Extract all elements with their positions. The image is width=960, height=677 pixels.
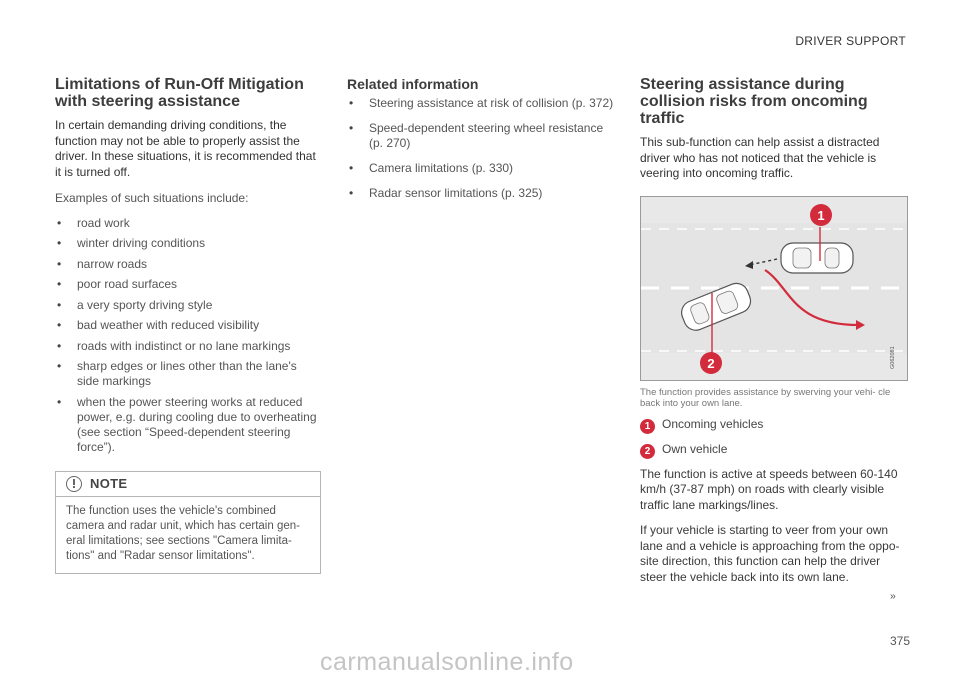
number-badge: 2 <box>640 444 655 459</box>
number-badge: 1 <box>640 419 655 434</box>
examples-label: Examples of such situations include: <box>55 191 249 205</box>
veer-paragraph: If your vehicle is starting to veer from your own lane and a vehicle is approaching from the oppo- site direction, this function can help the driver steer the vehicle back into its own lane. <box>640 523 900 584</box>
note-header <box>56 472 320 497</box>
oncoming-car <box>781 243 853 273</box>
related-link[interactable]: • Radar sensor limitations (p. 325) <box>349 186 543 200</box>
illustration-lane-swerve <box>640 196 908 381</box>
examples-list <box>55 216 321 455</box>
list-item: • roads with indistinct or no lane markings <box>57 338 291 353</box>
legend-label: Oncoming vehicles <box>662 416 764 431</box>
badge-2: 2 <box>707 355 715 371</box>
section-title: Steering assistance during collision risks from oncoming traffic <box>640 76 868 127</box>
list-item: • bad weather with reduced visibility <box>57 318 260 332</box>
section-title: Limitations of Run-Off Mitigation with steering assistance <box>55 76 304 110</box>
watermark: carmanualsonline.info <box>320 648 574 676</box>
related-link[interactable]: • Speed-dependent steering wheel resistance (p. 270) <box>349 121 604 150</box>
column-oncoming-traffic <box>640 76 908 585</box>
figure-caption: The function provides assistance by swerving your vehi- cle back into your own lane. <box>640 386 891 409</box>
figure-legend <box>640 417 908 459</box>
next-page-chevrons[interactable]: ›› <box>890 591 895 602</box>
list-item: • a very sporty driving style <box>57 297 213 312</box>
section-header: DRIVER SUPPORT <box>795 34 906 48</box>
speed-paragraph: The function is active at speeds between 60-140 km/h (37-87 mph) on roads with clearly visible traffic lane markings/lines. <box>640 466 898 512</box>
badge-1: 1 <box>817 207 825 223</box>
column-related-information <box>347 76 615 211</box>
page-number: 375 <box>890 634 911 648</box>
legend-label: Own vehicle <box>662 441 728 456</box>
list-item: • winter driving conditions <box>57 236 206 250</box>
figure-code: G062081 <box>890 345 896 369</box>
legend-item <box>640 442 908 459</box>
info-circle-icon <box>66 476 82 492</box>
related-title: Related information <box>347 76 479 92</box>
list-item: • poor road surfaces <box>57 277 178 291</box>
list-item: • road work <box>57 215 130 230</box>
legend-item <box>640 417 908 434</box>
column-run-off-limitations <box>55 76 321 574</box>
related-link[interactable]: • Steering assistance at risk of collision (p. 372) <box>349 96 614 110</box>
note-box <box>55 471 321 574</box>
related-link[interactable]: • Camera limitations (p. 330) <box>349 161 514 175</box>
list-item: • sharp edges or lines other than the lane's side markings <box>57 359 297 388</box>
note-label: NOTE <box>90 476 128 491</box>
related-links <box>347 96 615 201</box>
list-item: • when the power steering works at reduced power, e.g. during cooling due to overheating (see section “Speed-dependent steering force”). <box>57 394 317 454</box>
road-diagram <box>641 197 907 380</box>
note-text: The function uses the vehicle's combined camera and radar unit, which has certain gen- eral limitations; see sections "Camera limita- tions" and "Radar sensor limitations". <box>66 504 300 562</box>
list-item: • narrow roads <box>57 256 148 271</box>
intro-paragraph: This sub-function can help assist a distracted driver who has not noticed that the vehicle is veering into oncoming traffic. <box>640 135 880 180</box>
intro-paragraph: In certain demanding driving conditions, the function may not be able to properly assist the driver. In these situations, it is recommended that it is turned off. <box>55 118 316 179</box>
